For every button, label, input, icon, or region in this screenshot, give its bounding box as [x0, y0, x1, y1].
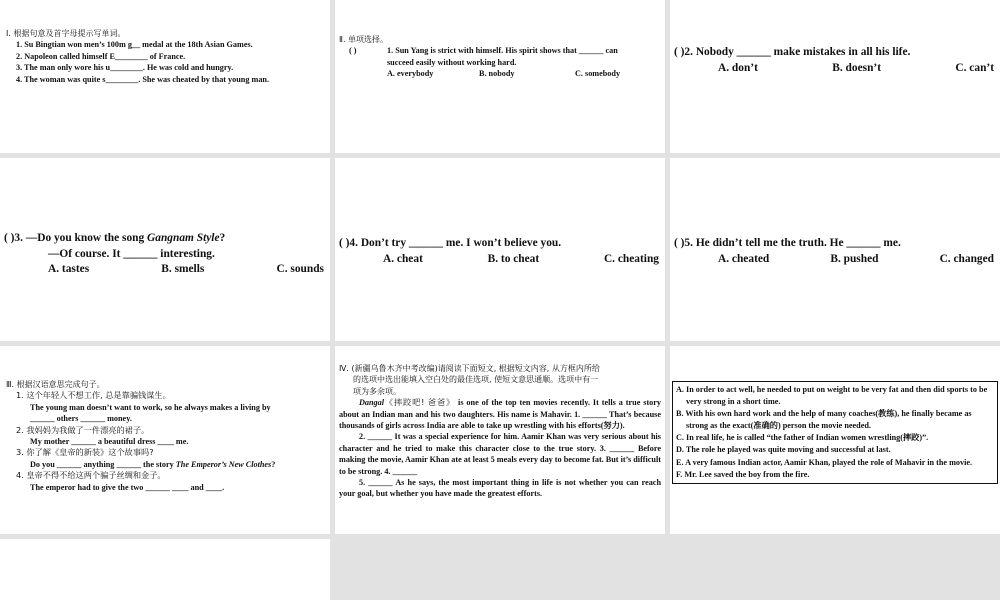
- section-heading-cont: 项为多余项。: [353, 386, 401, 396]
- option-c: C. somebody: [575, 69, 621, 79]
- english-sentence: The young man doesn’t want to work, so he always makes a living by: [30, 402, 271, 412]
- option-b: B. to cheat: [487, 252, 540, 265]
- question-item: 4. The woman was quite s________. She was cheated by that young man.: [16, 74, 270, 84]
- answer-paren: ( ): [349, 46, 357, 56]
- slide-single-choice-q1: [335, 0, 665, 153]
- sentence-pre: Do you ______ anything ______ the story: [30, 459, 176, 469]
- options-row: [674, 61, 996, 77]
- option-b: B. doesn’t: [832, 61, 881, 74]
- slide-options-box: [670, 346, 1000, 534]
- option-a: A. cheat: [383, 252, 423, 265]
- slide-single-choice-q2: [670, 0, 1000, 153]
- option-b: B. smells: [161, 263, 205, 275]
- option-f: F. Mr. Lee saved the boy from the fire.: [676, 469, 810, 479]
- option-e: E. A very famous Indian actor, Aamir Khan, played the role of Mahavir in the movie.: [676, 457, 973, 467]
- options-row: [339, 68, 661, 79]
- option-c: C. sounds: [276, 263, 324, 275]
- option-a: A. everybody: [387, 69, 434, 79]
- question-text-pre: ( )3. —Do you know the song: [4, 232, 148, 244]
- sentence-post: ?: [271, 459, 276, 469]
- passage-paragraph: 2. ______ It was a special experience for him. Aamir Khan was very serious about his character and he tried to make this character close to the true story. 3. ______ Before making the movie, Aamir Khan ate at least 5 meals every day to become fat. But it’s difficult to be strong. 4. ______: [339, 432, 661, 476]
- chinese-prompt: 4. 皇帝不得不给这两个骗子丝绸和金子。: [16, 470, 166, 481]
- story-title: The Emperor’s New Clothes: [175, 459, 272, 469]
- answer-line: —Of course. It ______ interesting.: [48, 247, 215, 260]
- option-a: A. In order to act well, he needed to put on weight to be very fat and then did sports to be very strong in a short time.: [676, 385, 988, 407]
- option-c: C. changed: [939, 252, 994, 265]
- slide-word-spelling: [0, 0, 330, 153]
- section-heading: Ⅰ. 根据句意及首字母提示写单词。: [6, 29, 126, 38]
- question-item: 3. The man only wore his u________. He was cold and hungry.: [16, 63, 234, 73]
- option-b: B. nobody: [479, 69, 515, 79]
- options-row: [674, 252, 996, 268]
- option-c: C. cheating: [603, 252, 659, 265]
- question-text: [4, 231, 326, 247]
- movie-title-cn: 《摔跤吧! 爸爸》: [384, 397, 456, 408]
- slide-blank: [0, 539, 330, 600]
- chinese-prompt: 1. 这个年轻人不想工作, 总是靠骗钱谋生。: [16, 390, 171, 401]
- question-item: 1. Su Bingtian won men’s 100m g__ medal at the 18th Asian Games.: [16, 40, 253, 50]
- question-text: ( )2. Nobody ______ make mistakes in all his life.: [674, 46, 911, 58]
- slide-single-choice-q3: [0, 158, 330, 341]
- question-text: ( )5. He didn’t tell me the truth. He ______ me.: [674, 237, 901, 249]
- section-heading: Ⅱ. 单项选择。: [339, 35, 389, 44]
- english-sentence: [6, 459, 324, 470]
- passage-paragraph: 5. ______ As he says, the most important thing in life is not whether you can reach your goal, but whether you have made the greatest efforts.: [339, 478, 661, 499]
- option-a: A. don’t: [718, 61, 758, 74]
- english-sentence: My mother ______ a beautiful dress ____ me.: [30, 437, 189, 447]
- song-title: Gangnam Style: [147, 232, 220, 244]
- question-item: 2. Napoleon called himself E________ of France.: [16, 51, 186, 61]
- question-text: ( )4. Don’t try ______ me. I won’t believe you.: [339, 237, 562, 249]
- question-row: [339, 45, 661, 56]
- question-text: 1. Sun Yang is strict with himself. His spirit shows that ______ can: [387, 46, 618, 56]
- paragraph-text: is one of the top ten movies recently. It tells a true story about an Indian man and his two daughters. His name is Mahavir. 1. ______ That’s because thousands of girls across India are able to take up wrestling with his efforts(努力).: [339, 398, 662, 431]
- options-row: [339, 252, 661, 268]
- section-heading-cont: 的选项中选出能填入空白处的最佳选项, 使短文意思通顺。选项中有一: [353, 375, 599, 385]
- option-c: C. can’t: [955, 61, 994, 74]
- option-c: C. In real life, he is called “the father of Indian women wrestling(摔跤)”.: [676, 433, 929, 443]
- english-sentence: ______ others ______ money.: [30, 414, 132, 424]
- chinese-prompt: 2. 我妈妈为我做了一件漂亮的裙子。: [16, 424, 150, 435]
- option-a: A. cheated: [718, 252, 770, 265]
- chinese-prompt: 3. 你了解《皇帝的新装》这个故事吗?: [16, 447, 154, 458]
- slide-single-choice-q4: [335, 158, 665, 341]
- options-box: [672, 381, 998, 484]
- section-heading: Ⅳ. (新疆乌鲁木齐中考改编)请阅读下面短文, 根据短文内容, 从方框内所给: [339, 364, 600, 373]
- slide-sentence-completion: [0, 346, 330, 534]
- option-b: B. pushed: [830, 252, 879, 265]
- question-text-cont: succeed easily without working hard.: [387, 57, 517, 67]
- passage-paragraph: [339, 397, 661, 431]
- section-heading: Ⅲ. 根据汉语意思完成句子。: [6, 380, 105, 389]
- slide-single-choice-q5: [670, 158, 1000, 341]
- options-row: [4, 262, 326, 278]
- question-mark: ?: [219, 232, 226, 244]
- movie-title: Dangal: [359, 398, 385, 408]
- option-a: A. tastes: [48, 263, 90, 275]
- option-d: D. The role he played was quite moving and successful at last.: [676, 445, 891, 455]
- slide-reading-passage: [335, 346, 665, 534]
- english-sentence: The emperor had to give the two ______ ____ and ____.: [30, 482, 225, 492]
- option-b: B. With his own hard work and the help of many coaches(教练), he finally became as strong as the exact(准确的) person the movie needed.: [676, 409, 972, 431]
